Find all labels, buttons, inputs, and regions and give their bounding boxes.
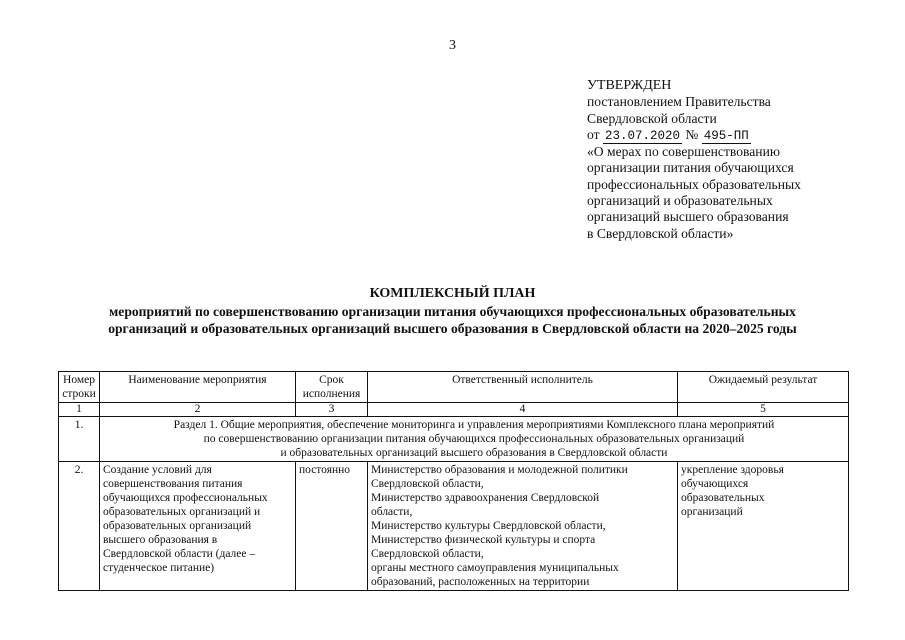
- approval-line: постановлением Правительства: [587, 94, 771, 110]
- approval-subject-line: организаций высшего образования: [587, 209, 789, 225]
- approval-date-line: [587, 127, 887, 144]
- section-title: Раздел 1. Общие мероприятия, обеспечение мониторинга и управления мероприятиями Комплексного плана мероприятий по совершенствованию организации питания обучающихся профессиональных образовательных организаций и образовательных организаций высшего образования в Свердловской области: [100, 417, 849, 462]
- plan-title: КОМПЛЕКСНЫЙ ПЛАН: [369, 286, 536, 301]
- approval-line: Свердловской области: [587, 110, 717, 126]
- number-prefix: №: [685, 126, 699, 142]
- header-responsible: Ответственный исполнитель: [368, 372, 678, 403]
- column-number: 5: [678, 403, 849, 417]
- column-number: 1: [59, 403, 100, 417]
- approval-subject-line: организации питания обучающихся: [587, 160, 794, 176]
- plan-table: [58, 371, 849, 591]
- date-prefix: от: [587, 126, 600, 142]
- approval-number: 495-ПП: [703, 128, 749, 143]
- table-row: [59, 417, 849, 462]
- header-row-number: Номер строки: [59, 372, 100, 403]
- column-numbers-row: [59, 403, 849, 417]
- column-number: 3: [296, 403, 368, 417]
- term: постоянно: [296, 462, 368, 591]
- header-expected-result: Ожидаемый результат: [678, 372, 849, 403]
- approval-subject-line: в Свердловской области»: [587, 225, 734, 241]
- activity-name: Создание условий для совершенствования питания обучающихся профессиональных образовательных организаций и образовательных организаций высшего образования в Свердловской области (далее – студенческое питание): [100, 462, 296, 591]
- approval-date: 23.07.2020: [604, 128, 680, 143]
- row-number: 2.: [59, 462, 100, 591]
- approval-subject-line: организаций и образовательных: [587, 193, 773, 209]
- approval-subject-line: профессиональных образовательных: [587, 176, 801, 192]
- approval-title: УТВЕРЖДЕН: [587, 78, 672, 93]
- header-activity-name: Наименование мероприятия: [100, 372, 296, 403]
- approval-stamp: [587, 78, 887, 242]
- column-number: 2: [100, 403, 296, 417]
- row-number: 1.: [59, 417, 100, 462]
- plan-subtitle-line: организаций и образовательных организаций высшего образования в Свердловской области на 2020–2025 годы: [108, 321, 797, 336]
- expected-result: укрепление здоровья обучающихся образовательных организаций: [678, 462, 849, 591]
- plan-subtitle-line: мероприятий по совершенствованию организации питания обучающихся профессиональных образовательных: [109, 304, 796, 319]
- responsible: Министерство образования и молодежной политики Свердловской области, Министерство здравоохранения Свердловской области, Министерство культуры Свердловской области, Министерство физической культуры и спорта Свердловской области, органы местного самоуправления муниципальных образований, расположенных на территории: [368, 462, 678, 591]
- header-term: Срок исполнения: [296, 372, 368, 403]
- table-header-row: [59, 372, 849, 403]
- column-number: 4: [368, 403, 678, 417]
- page-number: 3: [449, 38, 456, 53]
- approval-subject-line: «О мерах по совершенствованию: [587, 144, 780, 160]
- plan-subtitle: [40, 303, 865, 337]
- table-row: [59, 462, 849, 591]
